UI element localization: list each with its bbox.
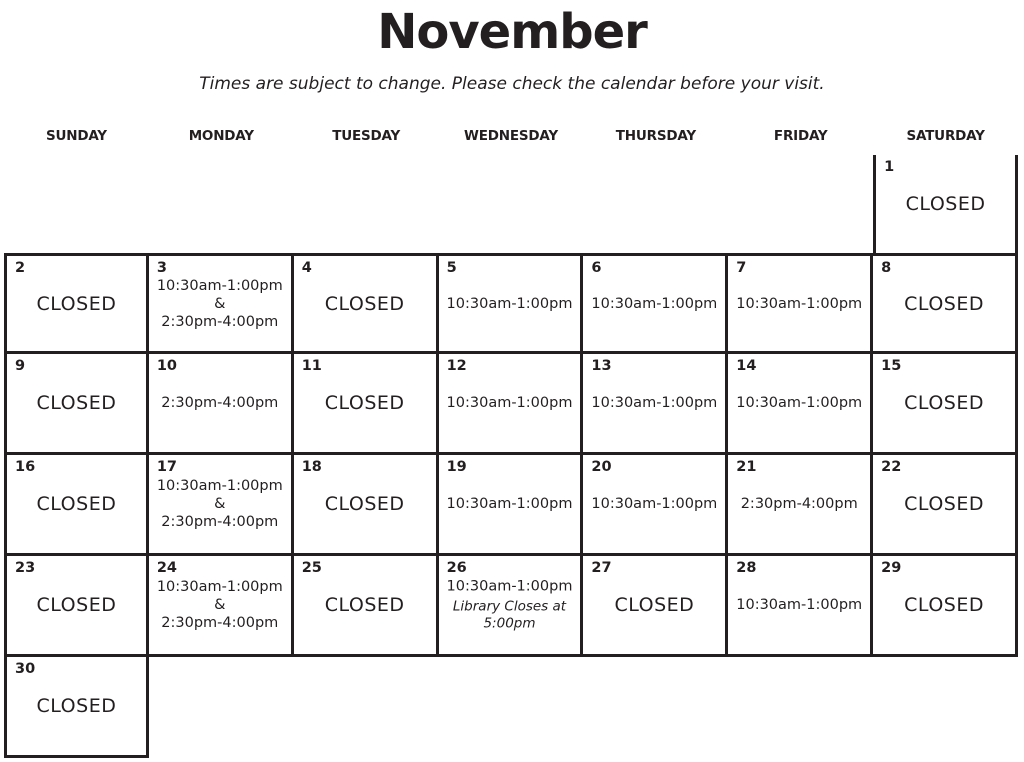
date-number: 1 (884, 159, 895, 175)
date-number: 12 (446, 358, 467, 374)
cell-content (730, 495, 868, 513)
time-line: 2:30pm-4:00pm (161, 395, 279, 411)
date-number: 15 (881, 358, 902, 374)
month-title: November (377, 4, 647, 60)
day-cell (439, 556, 584, 657)
day-cell (728, 455, 873, 556)
calendar-grid (4, 155, 1018, 758)
day-cell (873, 253, 1018, 354)
cell-content (585, 495, 723, 513)
date-number: 16 (15, 459, 36, 475)
empty-cell (439, 155, 584, 253)
empty-cell (4, 155, 149, 253)
date-number: 11 (301, 358, 322, 374)
day-cell (439, 354, 584, 455)
time-line: & (214, 295, 226, 312)
closed-label: CLOSED (904, 292, 984, 315)
cell-content (296, 495, 434, 513)
date-number: 21 (736, 459, 757, 475)
time-line: 10:30am-1:00pm (156, 579, 283, 595)
week-row (4, 253, 1018, 354)
day-cell (294, 556, 439, 657)
closed-label: CLOSED (36, 292, 117, 315)
cell-content (9, 697, 144, 715)
closed-label: CLOSED (324, 594, 405, 616)
date-number: 6 (591, 260, 602, 276)
cell-content (730, 295, 868, 313)
time-line: 2:30pm-4:00pm (161, 313, 279, 330)
closed-label: CLOSED (614, 594, 695, 616)
cell-content (151, 277, 289, 331)
calendar-subtitle: Times are subject to change. Please check the calendar before your visit. (199, 74, 825, 94)
time-line: 10:30am-1:00pm (446, 496, 573, 512)
weekday-header: FRIDAY (773, 128, 828, 144)
empty-cell (728, 155, 873, 253)
day-cell (294, 455, 439, 556)
day-cell (439, 455, 584, 556)
cell-content (585, 394, 723, 412)
date-number: 7 (736, 260, 747, 276)
day-cell (149, 556, 294, 657)
empty-cell (149, 155, 294, 253)
time-line: 10:30am-1:00pm (591, 395, 718, 411)
cell-content (875, 495, 1013, 513)
date-number: 30 (15, 661, 36, 677)
time-line: 10:30am-1:00pm (591, 496, 718, 512)
day-cell (294, 253, 439, 354)
empty-cell (294, 155, 439, 253)
day-cell (4, 253, 149, 354)
day-cell (873, 155, 1018, 253)
date-number: 20 (591, 459, 612, 475)
day-cell (873, 455, 1018, 556)
time-line: 2:30pm-4:00pm (161, 514, 279, 530)
time-line: 10:30am-1:00pm (446, 578, 573, 595)
week-row (4, 455, 1018, 556)
cell-content (585, 295, 723, 313)
cell-content (151, 394, 289, 412)
empty-cell (873, 657, 1018, 758)
cell-content (296, 596, 434, 614)
day-cell (583, 556, 728, 657)
closed-label: CLOSED (324, 292, 405, 315)
time-line: 10:30am-1:00pm (736, 395, 863, 411)
time-line: & (214, 496, 226, 512)
time-line: 10:30am-1:00pm (446, 295, 573, 312)
date-number: 10 (156, 358, 178, 374)
cell-content (441, 578, 579, 633)
empty-cell (439, 657, 584, 758)
date-number: 23 (15, 560, 36, 576)
cell-content (9, 596, 144, 614)
day-cell (873, 556, 1018, 657)
week-row (4, 657, 1018, 758)
time-line: 2:30pm-4:00pm (161, 615, 279, 631)
date-number: 2 (15, 260, 26, 276)
day-cell (4, 455, 149, 556)
week-row (4, 354, 1018, 455)
empty-cell (728, 657, 873, 758)
time-line: 10:30am-1:00pm (736, 597, 863, 613)
day-cell (149, 253, 294, 354)
day-cell (4, 556, 149, 657)
date-number: 19 (446, 459, 467, 475)
date-number: 14 (736, 358, 757, 374)
day-cell (4, 657, 149, 758)
closed-label: CLOSED (36, 392, 117, 414)
date-number: 22 (881, 459, 902, 475)
weekday-header: TUESDAY (332, 128, 401, 144)
date-number: 24 (156, 560, 178, 576)
time-line: 10:30am-1:00pm (156, 478, 283, 494)
date-number: 18 (301, 459, 322, 475)
day-cell (728, 556, 873, 657)
weekday-header: SUNDAY (45, 128, 107, 144)
date-number: 5 (446, 260, 457, 276)
day-cell (439, 253, 584, 354)
cell-content (875, 394, 1013, 412)
cell-content (441, 394, 579, 412)
cell-content (9, 292, 144, 315)
closed-label: CLOSED (324, 392, 405, 414)
weekday-header: SATURDAY (906, 128, 985, 144)
weekday-header-row (4, 128, 1018, 144)
closed-label: CLOSED (904, 392, 984, 414)
cell-content (875, 596, 1013, 614)
closed-label: CLOSED (36, 695, 117, 717)
day-cell (873, 354, 1018, 455)
cell-content (875, 292, 1013, 315)
date-number: 8 (881, 260, 892, 276)
closed-label: CLOSED (36, 493, 117, 515)
day-cell (728, 354, 873, 455)
date-number: 4 (301, 260, 312, 276)
closing-note-line: 5:00pm (483, 615, 536, 632)
date-number: 17 (156, 459, 178, 475)
date-number: 27 (591, 560, 612, 576)
empty-cell (149, 657, 294, 758)
weekday-header: THURSDAY (615, 128, 696, 144)
cell-content (878, 195, 1013, 213)
time-line: & (214, 597, 226, 613)
day-cell (583, 253, 728, 354)
empty-cell (583, 155, 728, 253)
date-number: 25 (301, 560, 322, 576)
day-cell (149, 354, 294, 455)
time-line: 10:30am-1:00pm (446, 395, 573, 411)
time-line: 10:30am-1:00pm (156, 277, 283, 294)
closing-note-line: Library Closes at (452, 598, 567, 615)
cell-content (441, 495, 579, 513)
weekday-header: WEDNESDAY (464, 128, 558, 144)
cell-content (151, 578, 289, 632)
week-row (4, 155, 1018, 253)
day-cell (294, 354, 439, 455)
cell-content (9, 495, 144, 513)
date-number: 13 (591, 358, 612, 374)
cell-content (585, 596, 723, 614)
cell-content (441, 295, 579, 313)
empty-cell (294, 657, 439, 758)
date-number: 3 (156, 260, 167, 276)
date-number: 26 (446, 560, 467, 576)
date-number: 9 (15, 358, 26, 374)
closed-label: CLOSED (904, 594, 984, 616)
day-cell (4, 354, 149, 455)
empty-cell (583, 657, 728, 758)
weekday-header: MONDAY (188, 128, 254, 144)
day-cell (583, 354, 728, 455)
day-cell (149, 455, 294, 556)
time-line: 2:30pm-4:00pm (740, 496, 858, 512)
cell-content (730, 596, 868, 614)
date-number: 28 (736, 560, 757, 576)
day-cell (728, 253, 873, 354)
closed-label: CLOSED (905, 193, 986, 215)
closed-label: CLOSED (904, 493, 984, 515)
closing-note (441, 599, 579, 633)
day-cell (583, 455, 728, 556)
week-row (4, 556, 1018, 657)
closed-label: CLOSED (36, 594, 117, 616)
cell-content (296, 292, 434, 315)
cell-content (151, 477, 289, 531)
cell-content (296, 394, 434, 412)
cell-content (9, 394, 144, 412)
cell-content (730, 394, 868, 412)
closed-label: CLOSED (324, 493, 405, 515)
time-line: 10:30am-1:00pm (736, 295, 863, 312)
date-number: 29 (881, 560, 902, 576)
time-line: 10:30am-1:00pm (591, 295, 718, 312)
